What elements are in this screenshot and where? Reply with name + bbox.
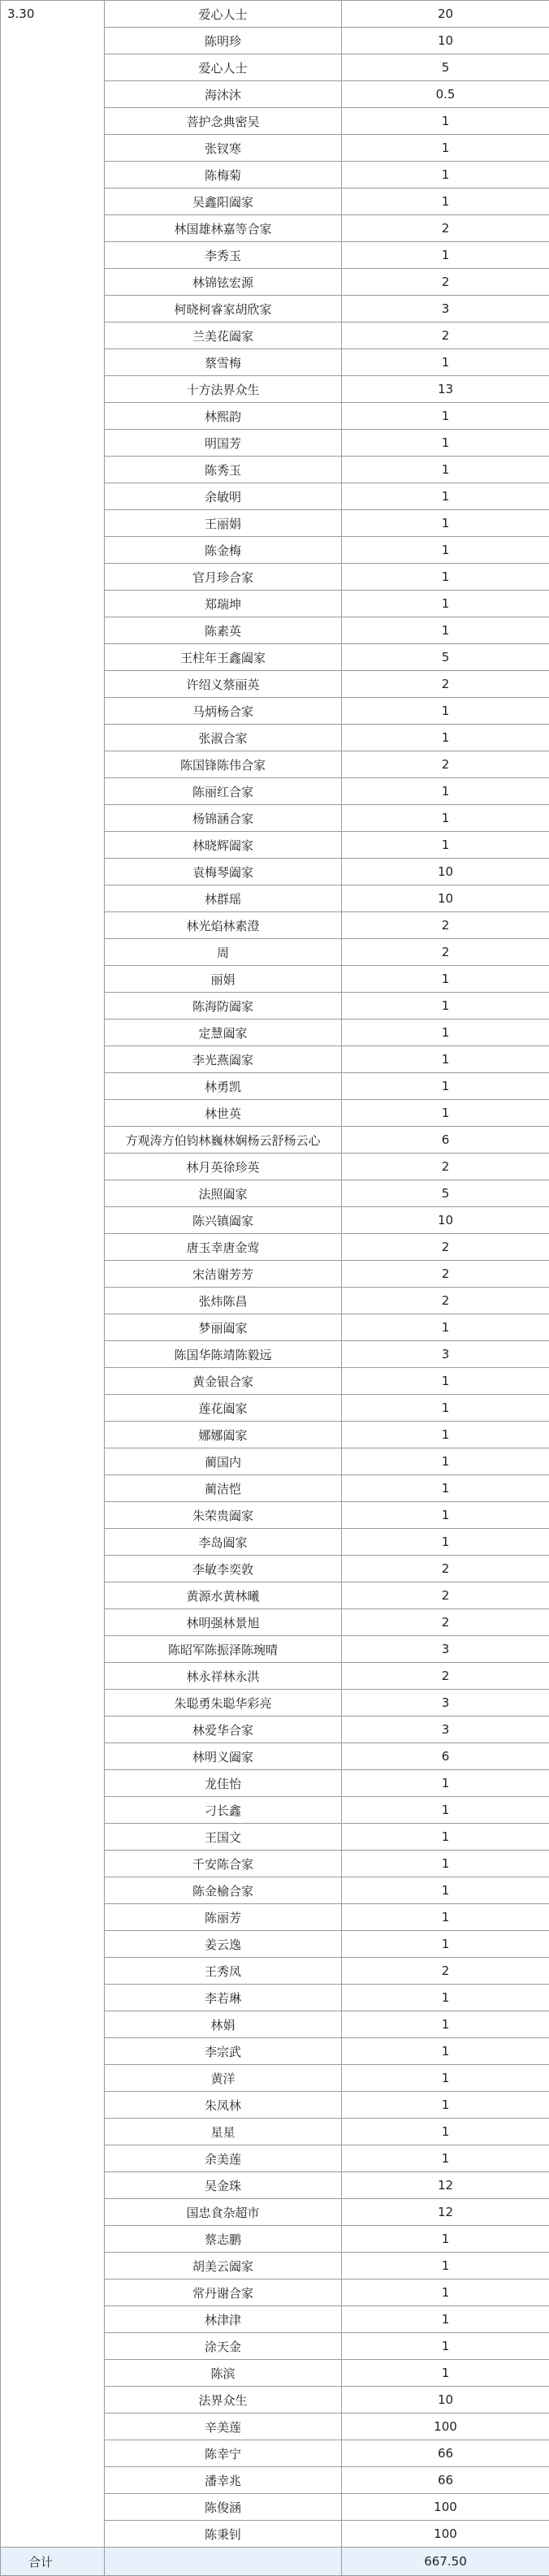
donation-amount: 5 <box>342 1180 549 1207</box>
donation-amount: 1 <box>342 1529 549 1556</box>
donation-amount: 66 <box>342 2440 549 2467</box>
donation-amount: 1 <box>342 1931 549 1958</box>
donation-amount: 2 <box>342 939 549 966</box>
donation-amount: 2 <box>342 323 549 349</box>
donor-name: 余敏明 <box>105 483 342 510</box>
donation-amount: 1 <box>342 1797 549 1824</box>
donor-name: 李宗武 <box>105 2038 342 2065</box>
donation-amount: 1 <box>342 2333 549 2360</box>
donation-amount: 1 <box>342 1877 549 1904</box>
donor-name: 蔡志鹏 <box>105 2226 342 2253</box>
donation-amount: 10 <box>342 2387 549 2414</box>
donor-name: 丽娟 <box>105 966 342 993</box>
total-row <box>1 2548 549 2576</box>
donation-amount: 1 <box>342 2011 549 2038</box>
donor-name: 涂天金 <box>105 2333 342 2360</box>
donor-name: 方观涛方伯钧林巍林娴杨云舒杨云心 <box>105 1127 342 1154</box>
donation-amount: 3 <box>342 296 549 323</box>
donation-amount: 1 <box>342 832 549 859</box>
donation-amount: 1 <box>342 1985 549 2011</box>
donor-name: 明国芳 <box>105 430 342 457</box>
donation-amount: 1 <box>342 993 549 1020</box>
donation-amount: 2 <box>342 269 549 296</box>
donor-name: 林锦铉宏源 <box>105 269 342 296</box>
donation-amount: 10 <box>342 885 549 912</box>
donation-amount: 1 <box>342 242 549 269</box>
total-label: 合计 <box>1 2548 105 2576</box>
donor-name: 杨锦涵合家 <box>105 805 342 832</box>
donor-name: 法界众生 <box>105 2387 342 2414</box>
donation-amount: 1 <box>342 2092 549 2119</box>
donor-name: 陈幸宁 <box>105 2440 342 2467</box>
donation-amount: 100 <box>342 2521 549 2548</box>
donation-amount: 1 <box>342 1073 549 1100</box>
donor-name: 龙佳怡 <box>105 1770 342 1797</box>
donation-amount: 1 <box>342 483 549 510</box>
donation-amount: 66 <box>342 2467 549 2494</box>
donor-name: 李光燕阖家 <box>105 1046 342 1073</box>
donor-name: 吴鑫阳阖家 <box>105 188 342 215</box>
donation-amount: 1 <box>342 698 549 725</box>
donation-amount: 2 <box>342 215 549 242</box>
donor-name: 林爱华合家 <box>105 1717 342 1743</box>
donor-name: 蔡雪梅 <box>105 349 342 376</box>
donation-amount: 2 <box>342 751 549 778</box>
donation-amount: 1 <box>342 2119 549 2145</box>
donor-name: 林津津 <box>105 2306 342 2333</box>
donor-name: 蔺国内 <box>105 1448 342 1475</box>
donor-name: 黄金银合家 <box>105 1368 342 1395</box>
donation-amount: 1 <box>342 403 549 430</box>
donor-name: 朱凤林 <box>105 2092 342 2119</box>
donation-amount: 3 <box>342 1341 549 1368</box>
donor-name: 陈明珍 <box>105 28 342 54</box>
donation-amount: 5 <box>342 644 549 671</box>
donation-amount: 2 <box>342 1609 549 1636</box>
donor-name: 林熙韵 <box>105 403 342 430</box>
donor-name: 蔺洁恺 <box>105 1475 342 1502</box>
donor-name: 周 <box>105 939 342 966</box>
donor-name: 陈海防阖家 <box>105 993 342 1020</box>
donation-amount: 1 <box>342 108 549 135</box>
donor-name: 张钗寒 <box>105 135 342 162</box>
donation-amount: 1 <box>342 2306 549 2333</box>
donor-name: 陈金梅 <box>105 537 342 564</box>
donor-name: 柯晓柯睿家胡欣家 <box>105 296 342 323</box>
donation-amount: 2 <box>342 1261 549 1288</box>
donation-amount: 1 <box>342 349 549 376</box>
donor-name: 林娟 <box>105 2011 342 2038</box>
donor-name: 宋洁谢芳芳 <box>105 1261 342 1288</box>
donation-amount: 1 <box>342 1448 549 1475</box>
donation-amount: 2 <box>342 1958 549 1985</box>
donation-amount: 1 <box>342 1851 549 1877</box>
donation-amount: 1 <box>342 1046 549 1073</box>
donation-amount: 1 <box>342 537 549 564</box>
donation-amount: 1 <box>342 1368 549 1395</box>
donor-name: 林国雄林嘉等合家 <box>105 215 342 242</box>
donor-name: 常丹谢合家 <box>105 2279 342 2306</box>
donation-amount: 1 <box>342 430 549 457</box>
donation-amount: 12 <box>342 2172 549 2199</box>
donor-name: 林永祥林永洪 <box>105 1663 342 1690</box>
donation-amount: 3 <box>342 1717 549 1743</box>
donation-amount: 3 <box>342 1636 549 1663</box>
donation-amount: 1 <box>342 1422 549 1448</box>
donor-name: 陈金榆合家 <box>105 1877 342 1904</box>
donor-name: 兰美花阖家 <box>105 323 342 349</box>
donation-amount: 2 <box>342 1663 549 1690</box>
donor-name: 张淑合家 <box>105 725 342 751</box>
donation-amount: 1 <box>342 1020 549 1046</box>
donor-name: 王国文 <box>105 1824 342 1851</box>
donation-amount: 1 <box>342 2360 549 2387</box>
donation-amount: 10 <box>342 859 549 885</box>
donor-name: 李岛阖家 <box>105 1529 342 1556</box>
donor-name: 林世英 <box>105 1100 342 1127</box>
total-name-cell <box>105 2548 342 2576</box>
donor-name: 胡美云阖家 <box>105 2253 342 2279</box>
donation-amount: 10 <box>342 28 549 54</box>
donor-name: 爱心人士 <box>105 1 342 28</box>
donor-name: 爱心人士 <box>105 54 342 81</box>
donation-amount: 100 <box>342 2494 549 2521</box>
donor-name: 朱聪勇朱聪华彩亮 <box>105 1690 342 1717</box>
donor-name: 林晓辉阖家 <box>105 832 342 859</box>
donation-amount: 5 <box>342 54 549 81</box>
donor-name: 林群瑶 <box>105 885 342 912</box>
donor-name: 千安陈合家 <box>105 1851 342 1877</box>
donor-name: 国忠食杂超市 <box>105 2199 342 2226</box>
donor-name: 王柱年王鑫阖家 <box>105 644 342 671</box>
donor-name: 王丽娟 <box>105 510 342 537</box>
donation-amount: 20 <box>342 1 549 28</box>
donation-amount: 1 <box>342 2038 549 2065</box>
donor-name: 莲花阖家 <box>105 1395 342 1422</box>
donor-name: 娜娜阖家 <box>105 1422 342 1448</box>
donation-amount: 6 <box>342 1127 549 1154</box>
donation-amount: 1 <box>342 2279 549 2306</box>
donation-amount: 1 <box>342 135 549 162</box>
donor-name: 马炳杨合家 <box>105 698 342 725</box>
donation-amount: 2 <box>342 1234 549 1261</box>
donation-amount: 2 <box>342 912 549 939</box>
donor-name: 陈国华陈靖陈毅远 <box>105 1341 342 1368</box>
donor-name: 袁梅琴阖家 <box>105 859 342 885</box>
donor-name: 陈兴镇阖家 <box>105 1207 342 1234</box>
donation-amount: 1 <box>342 188 549 215</box>
donor-name: 菩护念典密吴 <box>105 108 342 135</box>
donation-amount: 2 <box>342 1582 549 1609</box>
donor-name: 林勇凯 <box>105 1073 342 1100</box>
donor-name: 官月珍合家 <box>105 564 342 591</box>
donor-name: 海沐沐 <box>105 81 342 108</box>
total-amount: 667.50 <box>342 2548 549 2576</box>
donation-amount: 1 <box>342 1475 549 1502</box>
donation-amount: 100 <box>342 2414 549 2440</box>
donation-amount: 1 <box>342 2226 549 2253</box>
donor-name: 陈梅菊 <box>105 162 342 188</box>
donor-name: 黄源水黄林曦 <box>105 1582 342 1609</box>
donation-amount: 10 <box>342 1207 549 1234</box>
donation-amount: 1 <box>342 162 549 188</box>
donation-amount: 2 <box>342 1556 549 1582</box>
donor-name: 朱荣贵阖家 <box>105 1502 342 1529</box>
donation-amount: 1 <box>342 1770 549 1797</box>
donation-amount: 1 <box>342 591 549 617</box>
donation-amount: 12 <box>342 2199 549 2226</box>
donation-amount: 2 <box>342 1154 549 1180</box>
donor-name: 李秀玉 <box>105 242 342 269</box>
donor-name: 梦丽阖家 <box>105 1314 342 1341</box>
donation-amount: 1 <box>342 725 549 751</box>
donation-amount: 1 <box>342 564 549 591</box>
donor-name: 陈俊涵 <box>105 2494 342 2521</box>
donation-amount: 1 <box>342 2253 549 2279</box>
donation-amount: 1 <box>342 1395 549 1422</box>
donor-name: 陈国锋陈伟合家 <box>105 751 342 778</box>
donation-amount: 1 <box>342 966 549 993</box>
date-cell: 3.30 <box>1 1 105 2548</box>
donation-amount: 3 <box>342 1690 549 1717</box>
donor-name: 余美莲 <box>105 2145 342 2172</box>
donor-name: 定慧阖家 <box>105 1020 342 1046</box>
donation-amount: 1 <box>342 1824 549 1851</box>
donor-name: 刁长鑫 <box>105 1797 342 1824</box>
donation-amount: 1 <box>342 1100 549 1127</box>
donor-name: 吴金珠 <box>105 2172 342 2199</box>
donation-amount: 0.5 <box>342 81 549 108</box>
donor-name: 李敏李奕敦 <box>105 1556 342 1582</box>
donation-amount: 6 <box>342 1743 549 1770</box>
donor-name: 王秀凤 <box>105 1958 342 1985</box>
donor-name: 李若琳 <box>105 1985 342 2011</box>
donor-name: 十方法界众生 <box>105 376 342 403</box>
donor-name: 陈丽芳 <box>105 1904 342 1931</box>
donor-name: 张炜陈昌 <box>105 1288 342 1314</box>
donation-amount: 1 <box>342 1502 549 1529</box>
donation-amount: 1 <box>342 1904 549 1931</box>
donor-name: 潘幸兆 <box>105 2467 342 2494</box>
donor-name: 郑瑞坤 <box>105 591 342 617</box>
donor-name: 星星 <box>105 2119 342 2145</box>
donor-name: 林明义阖家 <box>105 1743 342 1770</box>
donor-name: 林光焰林素澄 <box>105 912 342 939</box>
donation-amount: 1 <box>342 510 549 537</box>
donor-name: 陈秉钊 <box>105 2521 342 2548</box>
donation-amount: 2 <box>342 671 549 698</box>
donation-table-body <box>1 1 549 2548</box>
table-row <box>1 1 549 28</box>
donor-name: 陈秀玉 <box>105 457 342 483</box>
donation-amount: 2 <box>342 1288 549 1314</box>
donation-amount: 1 <box>342 457 549 483</box>
donor-name: 陈滨 <box>105 2360 342 2387</box>
donation-amount: 1 <box>342 778 549 805</box>
donor-name: 林明强林景旭 <box>105 1609 342 1636</box>
donor-name: 陈素英 <box>105 617 342 644</box>
donor-name: 许绍义蔡丽英 <box>105 671 342 698</box>
donation-amount: 1 <box>342 617 549 644</box>
donation-amount: 1 <box>342 2145 549 2172</box>
donation-amount: 1 <box>342 805 549 832</box>
donation-amount: 13 <box>342 376 549 403</box>
donor-name: 唐玉幸唐金莺 <box>105 1234 342 1261</box>
donor-name: 辛美莲 <box>105 2414 342 2440</box>
donor-name: 姜云逸 <box>105 1931 342 1958</box>
donor-name: 陈丽红合家 <box>105 778 342 805</box>
donation-amount: 1 <box>342 2065 549 2092</box>
donor-name: 林月英徐珍英 <box>105 1154 342 1180</box>
donation-amount: 1 <box>342 1314 549 1341</box>
donor-name: 黄洋 <box>105 2065 342 2092</box>
donor-name: 陈昭军陈振泽陈琬晴 <box>105 1636 342 1663</box>
donor-name: 法照阖家 <box>105 1180 342 1207</box>
